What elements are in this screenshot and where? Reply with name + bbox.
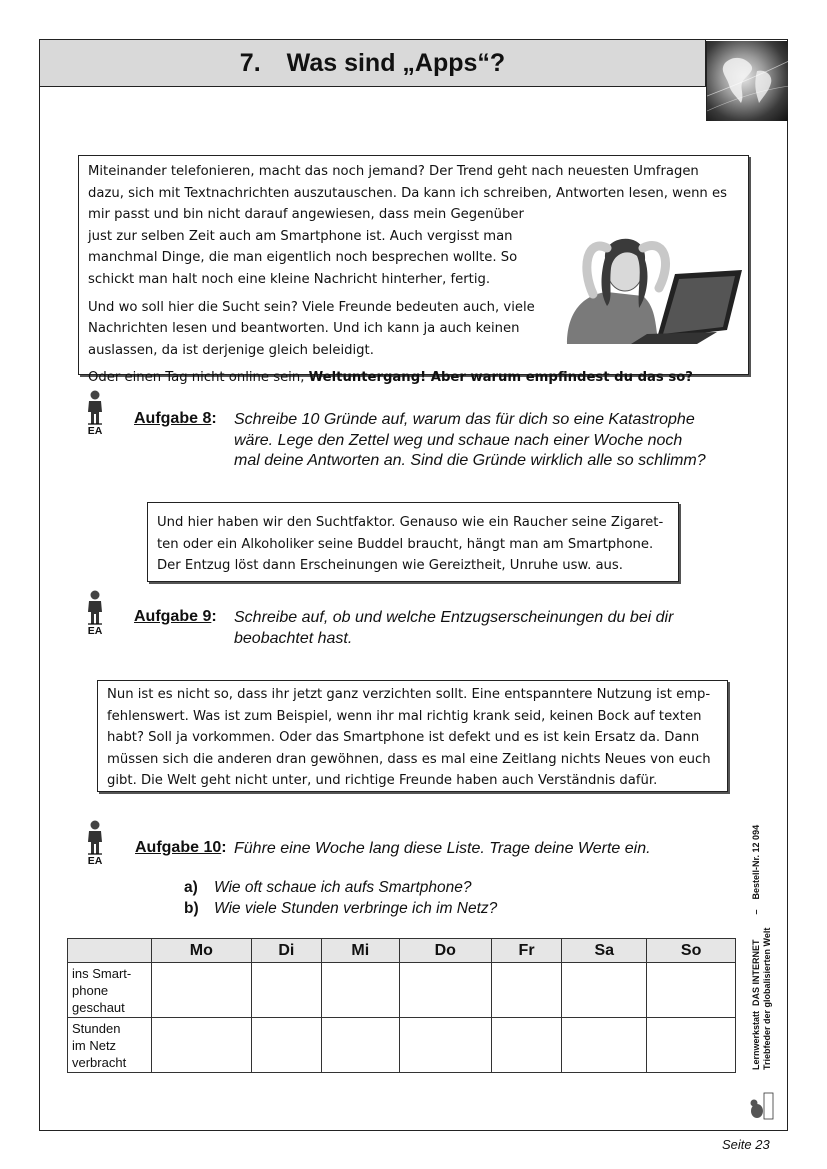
day-header: Mi <box>321 939 399 963</box>
task-9-text <box>234 608 673 649</box>
box3-line: gibt. Die Welt geht nicht unter, und richtige Freunde haben auch Verständnis dafür. <box>107 773 658 789</box>
weekly-log-table <box>67 938 736 1073</box>
entry-cell[interactable] <box>321 963 399 1018</box>
publication-info-line1: Lernwerkstatt DAS INTERNET – Bestell-Nr. 12 094 <box>751 824 761 1070</box>
task-10-item-a <box>184 879 471 897</box>
table-corner-cell <box>68 939 152 963</box>
table-header-row <box>68 939 736 963</box>
entry-cell[interactable] <box>647 1018 736 1073</box>
row-header-checks <box>68 963 152 1018</box>
intro-paragraph-3 <box>88 367 740 389</box>
table-row <box>68 1018 736 1073</box>
box2-line: ten oder ein Alkoholiker seine Buddel braucht, hängt man am Smartphone. <box>157 536 654 552</box>
moderate-use-box <box>97 680 728 792</box>
table-row <box>68 963 736 1018</box>
chapter-number: 7. <box>239 48 261 77</box>
box3-line: müssen sich die anderen dran gewöhnen, dass es mal eine Zeitlang nichts Neues von euch <box>107 751 711 767</box>
intro-p3-bold: Weltuntergang! Aber warum empfindest du das so? <box>308 370 693 386</box>
task-9-colon: : <box>211 608 217 625</box>
entry-cell[interactable] <box>562 963 647 1018</box>
task-10-label-text: Aufgabe 10 <box>135 839 222 856</box>
person-icon-ea <box>82 590 108 640</box>
row-header-line: Stunden <box>72 1021 121 1036</box>
day-header: Mo <box>152 939 252 963</box>
task-9-line: Schreibe auf, ob und welche Entzugserscheinungen du bei dir <box>234 609 674 626</box>
row-header-line: ins Smart- <box>72 966 132 981</box>
entry-cell[interactable] <box>321 1018 399 1073</box>
row-header-line: geschaut <box>72 1000 125 1015</box>
intro-text-box <box>78 155 749 386</box>
entry-cell[interactable] <box>251 1018 321 1073</box>
intro-line-1: Miteinander telefonieren, macht das noch jemand? Der Trend geht nach neuesten Umfragen <box>88 164 699 179</box>
row-header-line: phone <box>72 983 109 998</box>
box3-line: Nun ist es nicht so, dass ihr jetzt ganz verzichten sollt. Eine entspanntere Nutzung ist emp- <box>107 687 711 702</box>
box3-line: fehlenswert. Was ist zum Beispiel, wenn ihr mal richtig krank seid, keinen Bock auf texten <box>107 708 702 724</box>
publication-info <box>751 770 773 1070</box>
social-form-label: EA <box>87 425 103 437</box>
entry-cell[interactable] <box>491 963 561 1018</box>
task-8-line: mal deine Antworten an. Sind die Gründe wirklich alle so schlimm? <box>234 452 706 469</box>
task-8-line: wäre. Lege den Zettel weg und schaue nach einer Woche noch <box>234 431 683 449</box>
item-text: Wie viele Stunden verbringe ich im Netz? <box>214 900 498 917</box>
intro-line-2: dazu, sich mit Textnachrichten auszutauschen. Da kann ich schreiben, Antworten lesen, wenn es <box>88 185 727 201</box>
day-header: Di <box>251 939 321 963</box>
day-header: Do <box>399 939 491 963</box>
day-header: So <box>647 939 736 963</box>
box2-line: Und hier haben wir den Suchtfaktor. Genauso wie ein Raucher seine Zigaret- <box>157 515 664 530</box>
stressed-woman-laptop-image <box>547 208 742 344</box>
chapter-title-bar <box>39 39 706 87</box>
day-header: Fr <box>491 939 561 963</box>
row-header-line: im Netz <box>72 1038 117 1053</box>
box2-line: Der Entzug löst dann Erscheinungen wie Gereiztheit, Unruhe usw. aus. <box>157 558 623 574</box>
row-header-hours <box>68 1018 152 1073</box>
task-9-line: beobachtet hast. <box>234 629 353 647</box>
row-header-line: verbracht <box>72 1055 127 1070</box>
social-form-label: EA <box>87 855 103 867</box>
entry-cell[interactable] <box>152 963 252 1018</box>
item-marker: a) <box>184 879 198 896</box>
entry-cell[interactable] <box>647 963 736 1018</box>
publication-info-line2: Triebfeder der globalisierten Welt <box>762 927 772 1070</box>
person-icon-ea <box>82 390 108 440</box>
intro-paragraph-1-rest: mir passt und bin nicht darauf angewiesen, dass mein Gegenüber just zur selben Zeit auch am Smartphone ist. Auch vergisst man manchmal Dinge, die man eigentlich noch besprechen wollte. So schickt man halt noch eine kleine Nachricht hinterher, fertig. <box>88 207 524 287</box>
entry-cell[interactable] <box>562 1018 647 1073</box>
kohl-verlag-logo <box>749 1090 775 1120</box>
task-10-item-b <box>184 900 497 918</box>
item-marker: b) <box>184 900 199 917</box>
task-8-text <box>234 410 706 472</box>
box3-line: habt? Soll ja vorkommen. Oder das Smartphone ist defekt und es ist kein Ersatz da. Dann <box>107 730 700 746</box>
globe-image <box>706 41 788 121</box>
intro-p3-normal: Oder einen Tag nicht online sein, <box>88 370 309 386</box>
entry-cell[interactable] <box>251 963 321 1018</box>
entry-cell[interactable] <box>152 1018 252 1073</box>
entry-cell[interactable] <box>399 963 491 1018</box>
task-8-colon: : <box>211 410 217 427</box>
addiction-factor-box <box>147 502 679 582</box>
intro-paragraph-2: Und wo soll hier die Sucht sein? Viele Freunde bedeuten auch, viele Nachrichten lesen und beantworten. Und ich kann ja auch keinen auslassen, da ist derjenige gleich beleidigt. <box>88 299 535 358</box>
task-10-colon: : <box>221 839 227 856</box>
entry-cell[interactable] <box>399 1018 491 1073</box>
social-form-label: EA <box>87 625 103 637</box>
day-header: Sa <box>562 939 647 963</box>
chapter-title: Was sind „Apps“? <box>286 48 506 77</box>
task-10-text: Führe eine Woche lang diese Liste. Trage deine Werte ein. <box>234 840 651 857</box>
task-8-label <box>134 410 217 428</box>
task-9-label-text: Aufgabe 9 <box>134 608 212 625</box>
person-icon-ea <box>82 820 108 870</box>
task-8-label-text: Aufgabe 8 <box>134 410 212 427</box>
task-8-line: Schreibe 10 Gründe auf, warum das für dich so eine Katastrophe <box>234 411 695 428</box>
page-number: Seite 23 <box>722 1137 770 1152</box>
task-9-label <box>134 608 217 626</box>
task-10-label <box>135 839 227 857</box>
item-text: Wie oft schaue ich aufs Smartphone? <box>214 879 472 896</box>
entry-cell[interactable] <box>491 1018 561 1073</box>
